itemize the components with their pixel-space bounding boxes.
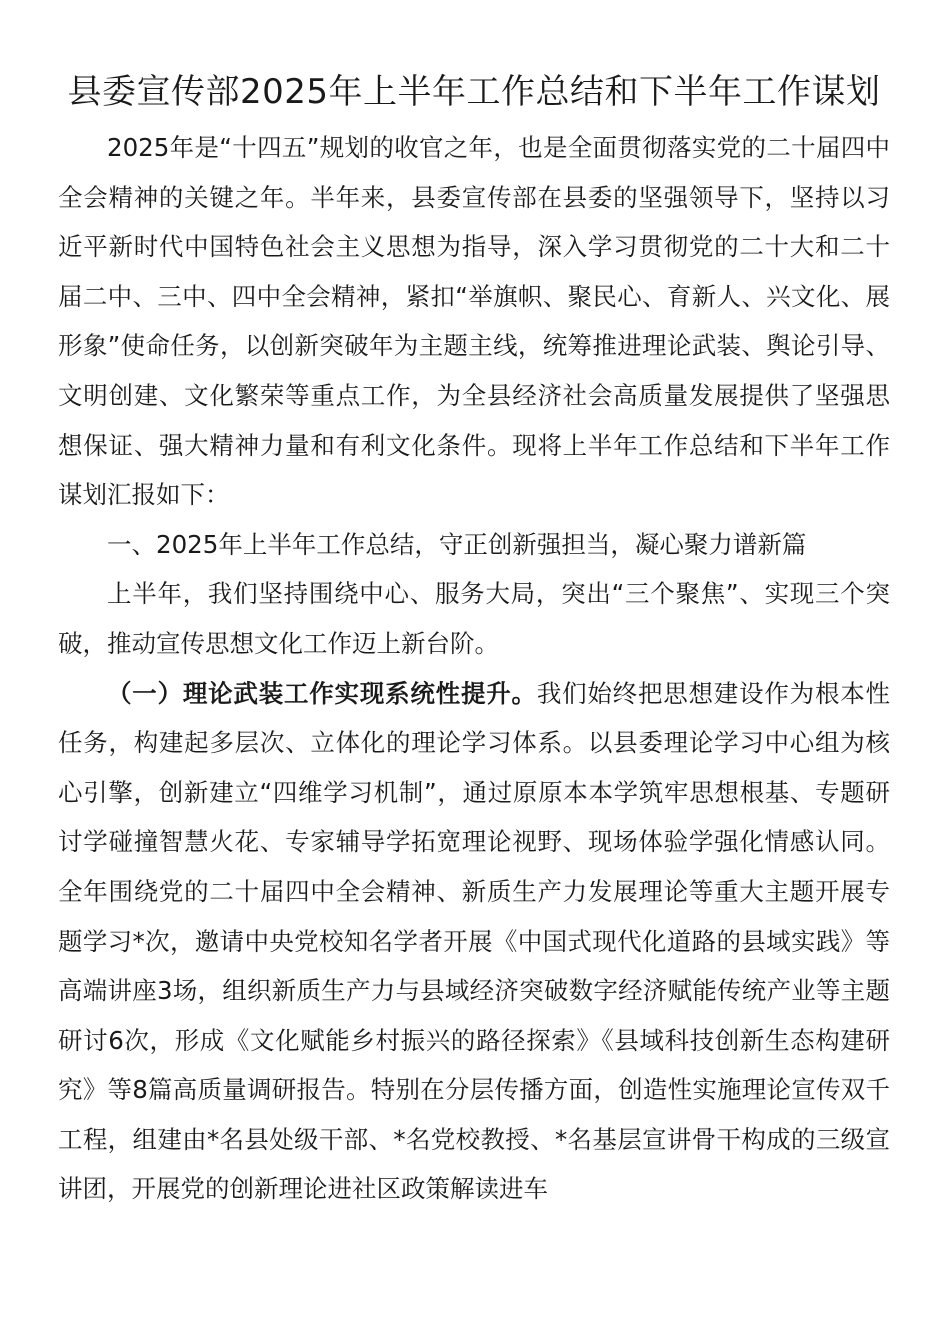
subsection-1-paragraph: [58, 669, 890, 1215]
intro-paragraph: 2025年是“十四五”规划的收官之年，也是全面贯彻落实党的二十届四中全会精神的关键之年。半年来，县委宣传部在县委的坚强领导下，坚持以习近平新时代中国特色社会主义思想为指导，深入学习贯彻党的二十大和二十届二中、三中、四中全会精神，紧扣“举旗帜、聚民心、育新人、兴文化、展形象”使命任务，以创新突破年为主题主线，统筹推进理论武装、舆论引导、文明创建、文化繁荣等重点工作，为全县经济社会高质量发展提供了坚强思想保证、强大精神力量和有利文化条件。现将上半年工作总结和下半年工作谋划汇报如下：: [58, 133, 890, 510]
subsection-1-heading: （一）理论武装工作实现系统性提升。: [107, 678, 537, 708]
document-title: 县委宣传部2025年上半年工作总结和下半年工作谋划: [67, 72, 881, 112]
section-1-heading: 一、2025年上半年工作总结，守正创新强担当，凝心聚力谱新篇: [107, 529, 807, 559]
subsection-1-body: 我们始终把思想建设作为根本性任务，构建起多层次、立体化的理论学习体系。以县委理论学习中心组为核心引擎，创新建立“四维学习机制”，通过原原本本学筑牢思想根基、专题研讨学碰撞智慧火花、专家辅导学拓宽理论视野、现场体验学强化情感认同。全年围绕党的二十届四中全会精神、新质生产力发展理论等重大主题开展专题学习*次，邀请中央党校知名学者开展《中国式现代化道路的县域实践》等高端讲座3场，组织新质生产力与县域经济突破数字经济赋能传统产业等主题研讨6次，形成《文化赋能乡村振兴的路径探索》《县域科技创新生态构建研究》等8篇高质量调研报告。特别在分层传播方面，创造性实施理论宣传双千工程，组建由*名县处级干部、*名党校教授、*名基层宣讲骨干构成的三级宣讲团，开展党的创新理论进社区政策解读进车: [58, 678, 891, 1204]
section-1-intro-paragraph: 上半年，我们坚持围绕中心、服务大局，突出“三个聚焦”、实现三个突破，推动宣传思想文化工作迈上新台阶。: [58, 579, 890, 658]
document-page: [58, 68, 890, 1214]
